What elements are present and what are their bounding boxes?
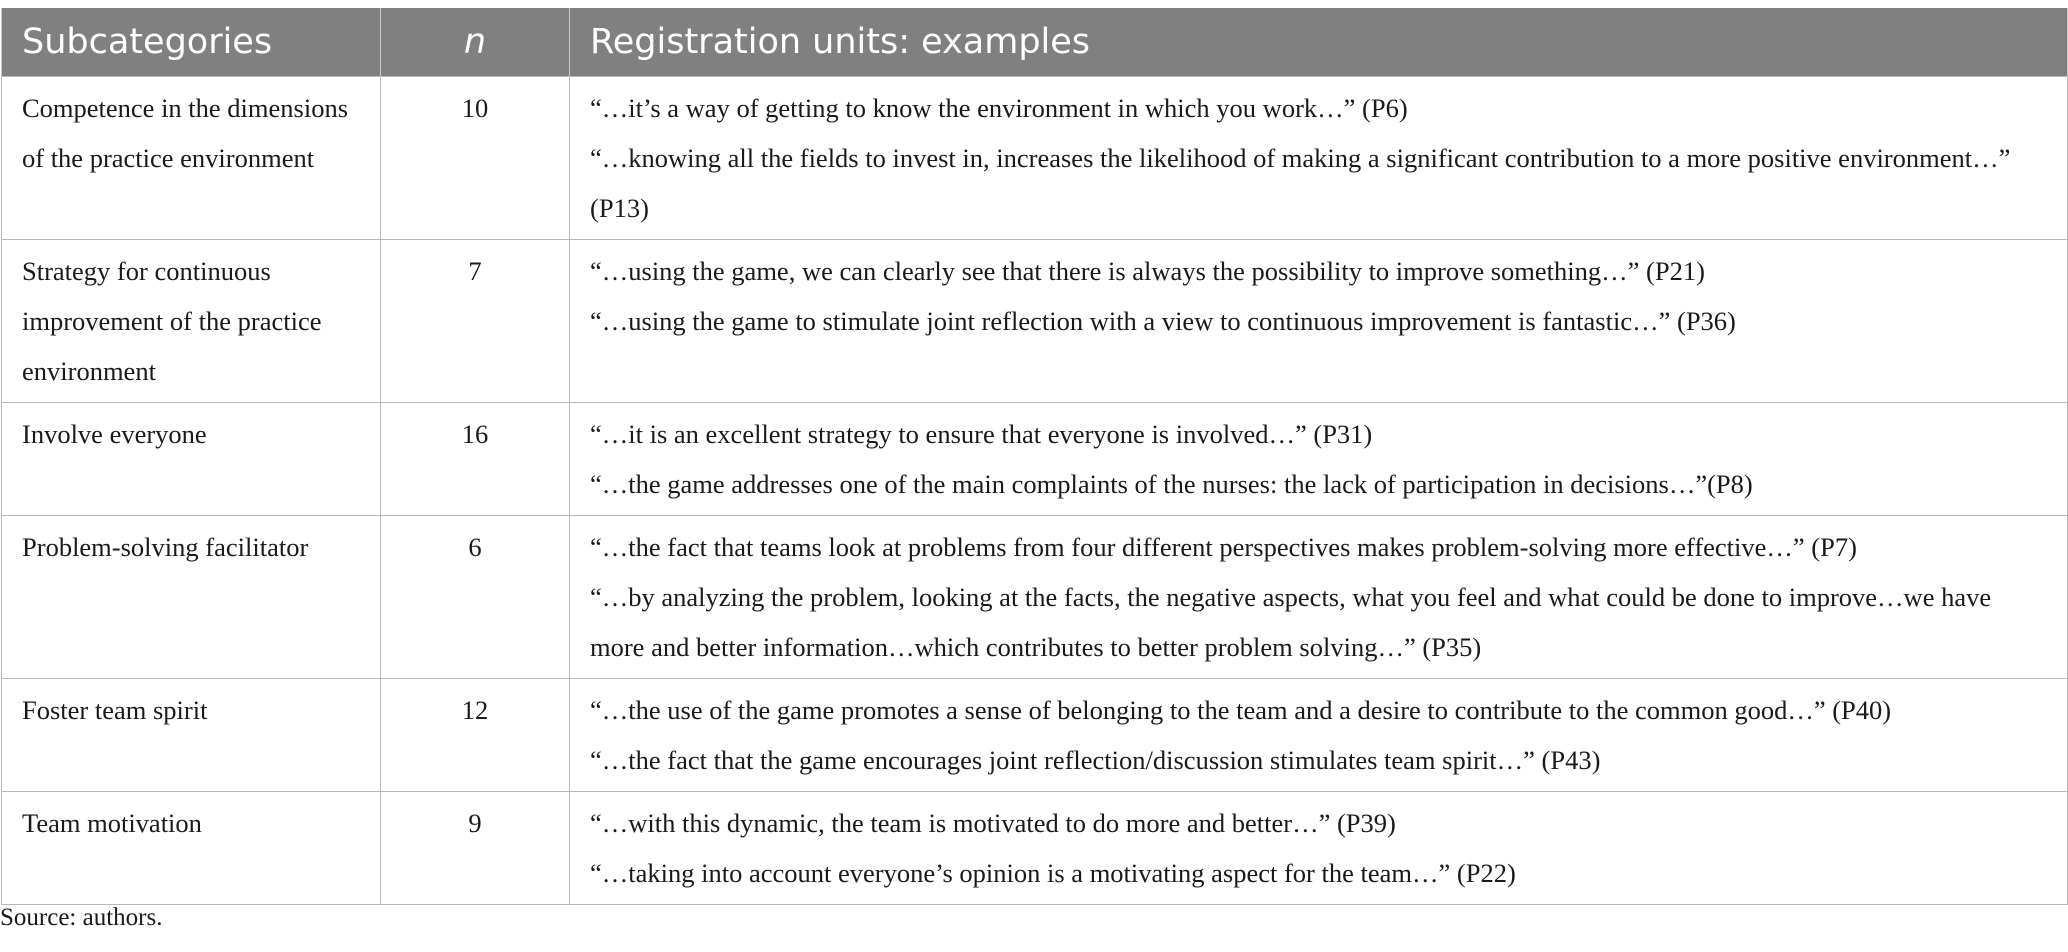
n-cell: 6 [381, 515, 570, 678]
table-body [2, 76, 2068, 904]
header-n: n [381, 8, 570, 76]
example-quote: “…using the game, we can clearly see that there is always the possibility to improve something…” (P21) [590, 255, 1705, 286]
example-quote: “…the fact that the game encourages joint reflection/discussion stimulates team spirit…” (P43) [590, 744, 1601, 775]
example-quote: “…by analyzing the problem, looking at the facts, the negative aspects, what you feel and what could be done to improve…we have more and better information…which contributes to better problem solving…” (P35) [590, 581, 1992, 662]
subcategory-cell: Competence in the dimensions of the practice environment [2, 76, 381, 239]
table-header [2, 8, 2068, 76]
examples-cell [570, 239, 2068, 402]
subcategory-cell: Team motivation [2, 791, 381, 904]
n-cell: 16 [381, 402, 570, 515]
n-cell: 10 [381, 76, 570, 239]
n-cell: 7 [381, 239, 570, 402]
examples-cell [570, 402, 2068, 515]
header-subcategories: Subcategories [2, 8, 381, 76]
example-quote: “…with this dynamic, the team is motivated to do more and better…” (P39) [590, 807, 1396, 838]
n-cell: 9 [381, 791, 570, 904]
example-quote: “…using the game to stimulate joint reflection with a view to continuous improvement is fantastic…” (P36) [590, 305, 1736, 336]
table-row [2, 239, 2068, 402]
example-quote: “…the use of the game promotes a sense of belonging to the team and a desire to contribute to the common good…” (P40) [590, 694, 1892, 725]
results-table-container [0, 8, 2068, 905]
examples-cell [570, 76, 2068, 239]
example-quote: “…it is an excellent strategy to ensure that everyone is involved…” (P31) [590, 418, 1373, 449]
table-row [2, 791, 2068, 904]
subcategory-cell: Foster team spirit [2, 678, 381, 791]
n-cell: 12 [381, 678, 570, 791]
table-row [2, 402, 2068, 515]
example-quote: “…taking into account everyone’s opinion is a motivating aspect for the team…” (P22) [590, 857, 1516, 888]
example-quote: “…knowing all the fields to invest in, increases the likelihood of making a significant contribution to a more positive environment…” (P13) [590, 142, 2011, 223]
table-row [2, 76, 2068, 239]
subcategory-cell: Problem-solving facilitator [2, 515, 381, 678]
subcategory-cell: Involve everyone [2, 402, 381, 515]
source-note: Source: authors. [0, 904, 163, 931]
table-row [2, 515, 2068, 678]
examples-cell [570, 515, 2068, 678]
table-row [2, 678, 2068, 791]
example-quote: “…the game addresses one of the main complaints of the nurses: the lack of participation in decisions…”(P8) [590, 468, 1753, 499]
subcategory-cell: Strategy for continuous improvement of the practice environment [2, 239, 381, 402]
example-quote: “…the fact that teams look at problems from four different perspectives makes problem-solving more effective…” (P7) [590, 531, 1857, 562]
example-quote: “…it’s a way of getting to know the environment in which you work…” (P6) [590, 92, 1408, 123]
results-table [1, 8, 2068, 905]
examples-cell [570, 678, 2068, 791]
header-row [2, 8, 2068, 76]
header-examples: Registration units: examples [570, 8, 2068, 76]
examples-cell [570, 791, 2068, 904]
